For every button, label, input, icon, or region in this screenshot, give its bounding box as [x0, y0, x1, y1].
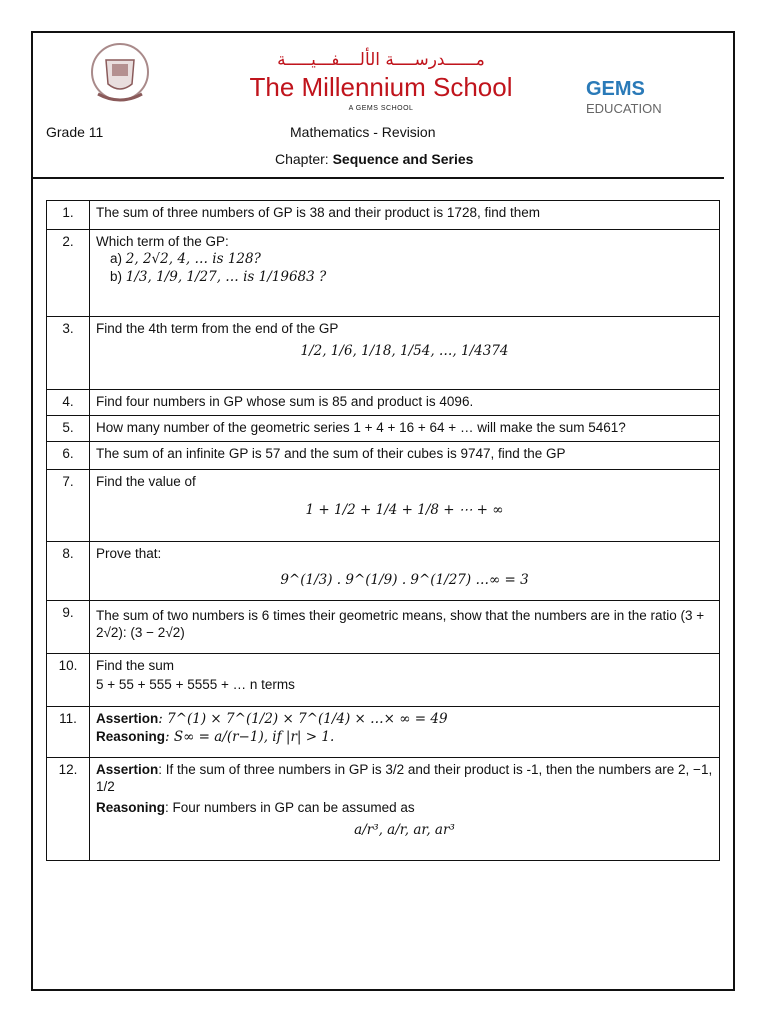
assertion-line — [96, 710, 713, 728]
question-number: 2. — [47, 230, 90, 317]
table-row — [47, 230, 720, 317]
question-text: Find the value of — [96, 474, 196, 489]
table-row — [47, 707, 720, 758]
chapter-name: Sequence and Series — [332, 151, 474, 167]
table-row — [47, 317, 720, 390]
reasoning-text: : S∞ = a/(r−1), if |r| > 1. — [165, 729, 335, 745]
question-cell — [90, 317, 720, 390]
question-number: 4. — [47, 390, 90, 416]
reasoning-line — [96, 728, 713, 746]
table-row — [47, 470, 720, 542]
table-row — [47, 654, 720, 707]
gems-education-label: EDUCATION — [586, 101, 662, 116]
assertion-text: : If the sum of three numbers in GP is 3/2 and their product is -1, then the numbers are 2, −1, 1/2 — [96, 762, 713, 794]
school-name: The Millennium School — [249, 72, 513, 102]
table-row — [47, 542, 720, 601]
question-number: 12. — [47, 758, 90, 861]
header-divider — [33, 177, 724, 179]
question-text: Find four numbers in GP whose sum is 85 and product is 4096. — [90, 390, 720, 416]
question-text: Prove that: — [96, 546, 162, 561]
table-row — [47, 201, 720, 230]
question-number: 11. — [47, 707, 90, 758]
table-row — [47, 601, 720, 654]
question-text: Find the sum — [96, 658, 175, 673]
question-number: 10. — [47, 654, 90, 707]
assertion-text: : 7^(1) × 7^(1/2) × 7^(1/4) × …× ∞ = 49 — [158, 711, 448, 727]
school-arabic-name: مــــــدرســــة الألــــفـــيـــــة — [277, 50, 485, 70]
sub-question-b — [96, 268, 713, 286]
chapter-label: Chapter: — [275, 151, 333, 167]
assertion-label: Assertion — [96, 762, 159, 777]
reasoning-line — [96, 799, 713, 816]
gems-logo-icon — [586, 78, 676, 98]
question-number: 8. — [47, 542, 90, 601]
question-number: 3. — [47, 317, 90, 390]
question-cell — [90, 758, 720, 861]
question-number: 5. — [47, 416, 90, 442]
assertion-label: Assertion — [96, 711, 159, 726]
question-line-2: 5 + 55 + 555 + 5555 + … n terms — [96, 677, 295, 692]
school-crest-icon — [86, 40, 154, 108]
questions-table — [46, 200, 720, 861]
table-row — [47, 390, 720, 416]
question-cell — [90, 470, 720, 542]
question-cell — [90, 654, 720, 707]
question-number: 9. — [47, 601, 90, 654]
table-row — [47, 442, 720, 470]
reasoning-text: : Four numbers in GP can be assumed as — [165, 800, 415, 815]
reasoning-label: Reasoning — [96, 729, 166, 744]
question-expression: a/r³, a/r, ar, ar³ — [354, 822, 455, 838]
question-expression: 1 + 1/2 + 1/4 + 1/8 + ⋯ + ∞ — [305, 502, 504, 518]
sub-text: 2, 2√2, 4, … is 128? — [125, 251, 261, 267]
question-text: Find the 4th term from the end of the GP — [96, 321, 339, 336]
school-subtitle: A GEMS SCHOOL — [348, 105, 414, 112]
question-expression: 1/2, 1/6, 1/18, 1/54, …, 1/4374 — [300, 343, 509, 359]
sub-label: a) — [110, 251, 123, 266]
question-number: 1. — [47, 201, 90, 230]
sub-question-a — [96, 250, 713, 268]
question-text: The sum of an infinite GP is 57 and the sum of their cubes is 9747, find the GP — [90, 442, 720, 470]
question-expression: 9^(1/3) . 9^(1/9) . 9^(1/27) …∞ = 3 — [280, 572, 529, 588]
gems-logo-text: GEMS — [586, 78, 645, 98]
table-row — [47, 758, 720, 861]
subject-title: Mathematics - Revision — [290, 124, 436, 140]
question-text: How many number of the geometric series 1 + 4 + 16 + 64 + … will make the sum 5461? — [90, 416, 720, 442]
chapter-line — [275, 151, 473, 167]
question-number: 6. — [47, 442, 90, 470]
question-cell — [90, 707, 720, 758]
sub-label: b) — [110, 269, 123, 284]
question-text: The sum of three numbers of GP is 38 and their product is 1728, find them — [90, 201, 720, 230]
question-cell — [90, 230, 720, 317]
sub-text: 1/3, 1/9, 1/27, … is 1/19683 ? — [125, 269, 327, 285]
grade-label: Grade 11 — [46, 124, 104, 140]
question-text: Which term of the GP: — [96, 234, 229, 249]
table-row — [47, 416, 720, 442]
reasoning-label: Reasoning — [96, 800, 166, 815]
question-text: The sum of two numbers is 6 times their geometric means, show that the numbers are in the ratio (3 + 2√2): (3 − 2√2) — [90, 601, 720, 654]
question-number: 7. — [47, 470, 90, 542]
assertion-line — [96, 761, 713, 795]
question-cell — [90, 542, 720, 601]
